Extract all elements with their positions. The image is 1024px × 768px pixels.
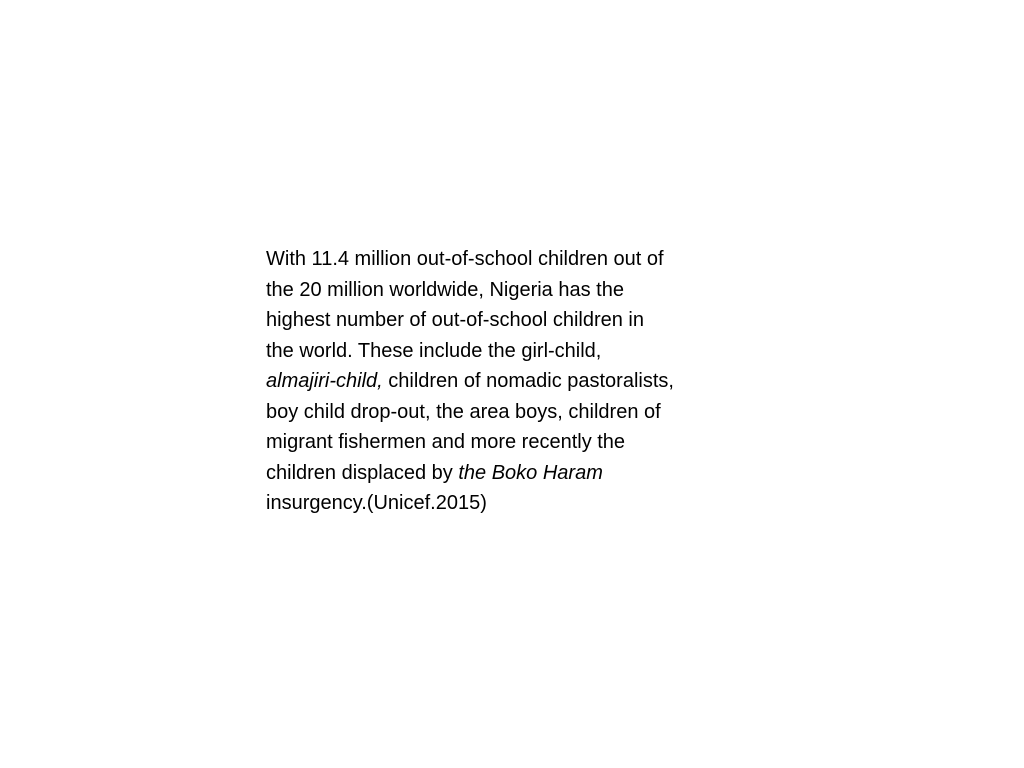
- paragraph-line-2: the 20 million worldwide, Nigeria has the: [266, 278, 624, 301]
- paragraph-line-1: With 11.4 million out-of-school children out of: [266, 248, 664, 270]
- paragraph-line-9: insurgency.(Unicef.2015): [266, 492, 487, 514]
- almajiri-child-term: almajiri-child,: [266, 370, 383, 392]
- body-paragraph: [266, 244, 766, 519]
- paragraph-line-7: migrant fishermen and more recently the: [266, 431, 626, 453]
- paragraph-line-8-start: children displaced by: [266, 461, 459, 484]
- paragraph-line-3: highest number of out-of-school children in: [266, 309, 644, 331]
- paragraph-line-5: [266, 366, 766, 397]
- boko-haram-term: the Boko Haram: [458, 461, 603, 484]
- paragraph-line-8: [266, 458, 766, 489]
- paragraph-line-4: the world. These include the girl-child,: [266, 339, 602, 362]
- paragraph-line-6: boy child drop-out, the area boys, children of: [266, 400, 661, 423]
- paragraph-line-5-rest: children of nomadic pastoralists,: [382, 370, 674, 392]
